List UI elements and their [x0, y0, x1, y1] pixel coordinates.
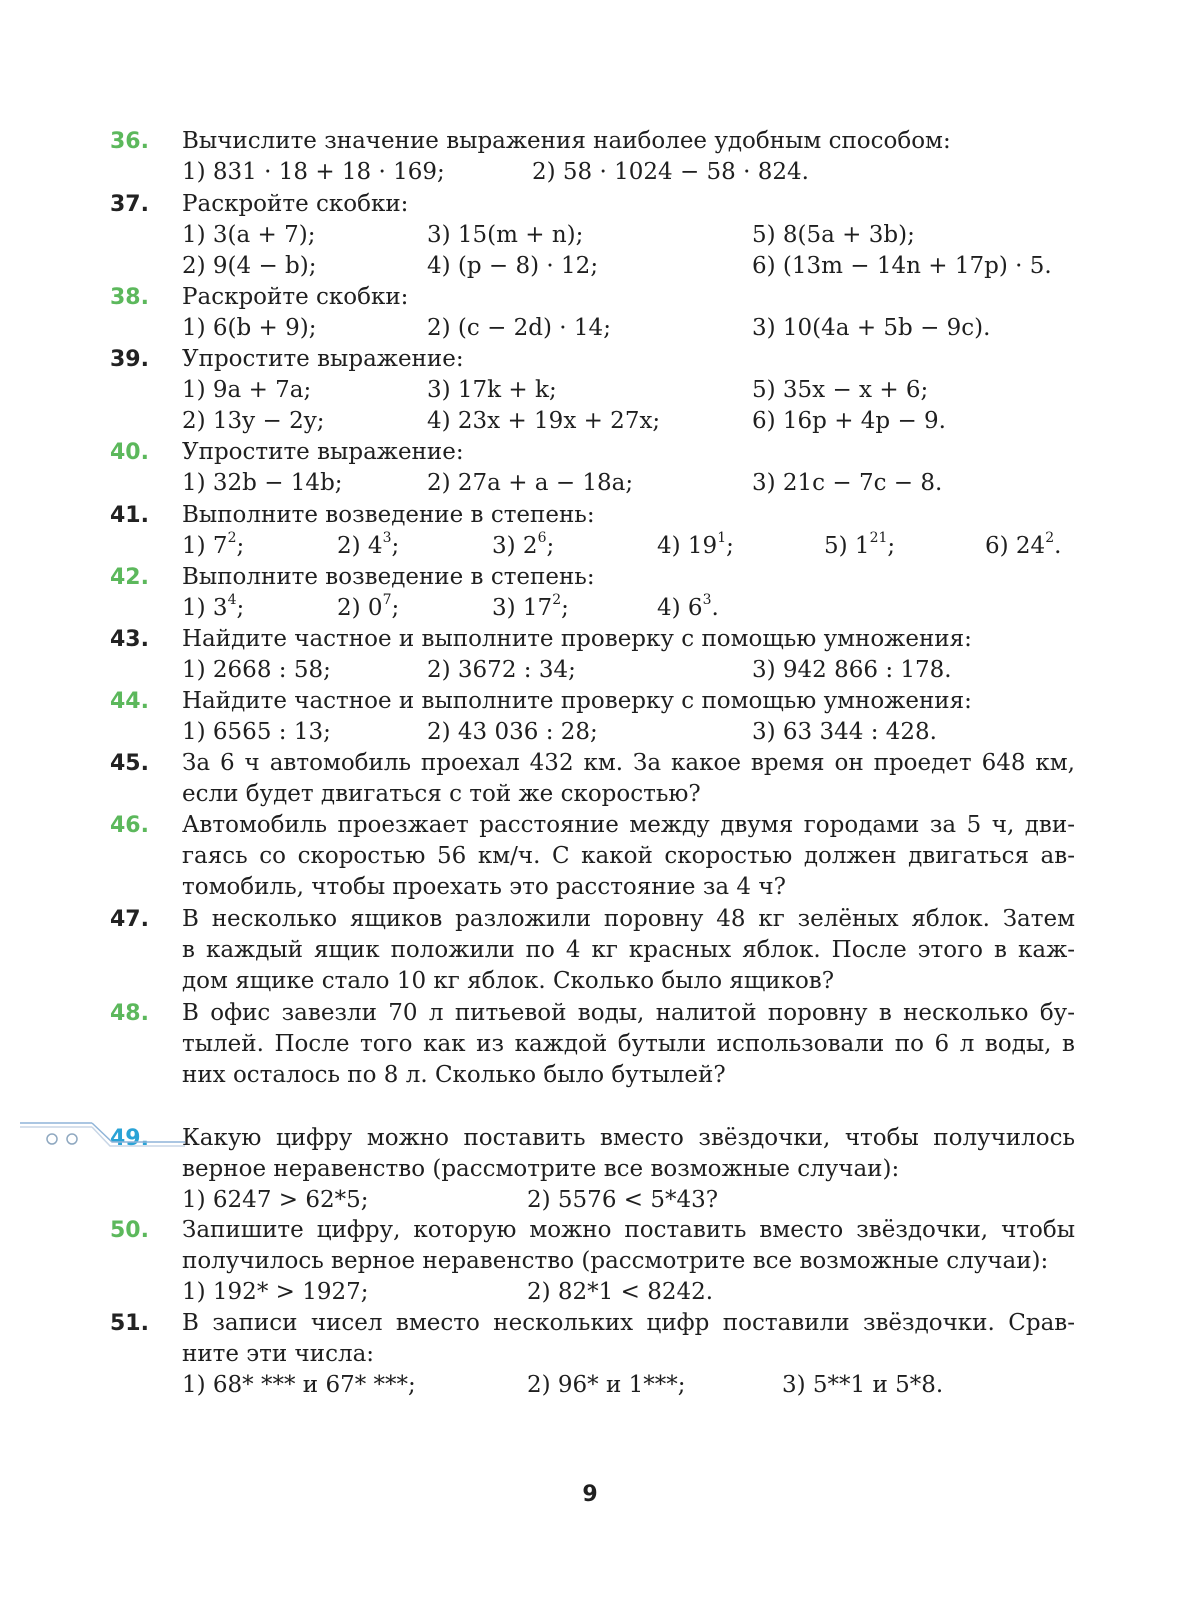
subproblem: 3) 63 344 : 428. — [752, 719, 937, 745]
problem-body — [182, 1215, 1075, 1308]
problem-body — [182, 1123, 1075, 1216]
problem-body — [182, 998, 1075, 1091]
answer-row — [182, 1277, 1075, 1308]
problem-body — [182, 189, 1075, 282]
problem-statement-line: Упростите выражение: — [182, 346, 464, 372]
subproblem: 2) 43 036 : 28; — [427, 719, 598, 745]
problem-statement-line: ните эти числа: — [182, 1341, 375, 1367]
problem-number: 38. — [110, 285, 149, 310]
problem-number: 51. — [110, 1311, 149, 1336]
exponent: 2 — [552, 592, 562, 609]
problem-body — [182, 562, 1075, 624]
subproblem: 6) 16p + 4p − 9. — [752, 408, 946, 434]
subproblem: 2) 82*1 < 8242. — [527, 1279, 714, 1305]
problem-number: 50. — [110, 1218, 149, 1243]
subproblem: 1) $3^4$; — [182, 592, 245, 621]
subproblem: 1) 831 · 18 + 18 · 169; — [182, 159, 445, 185]
exponent: 21 — [869, 530, 888, 547]
problem-statement-line: них осталось по 8 л. Сколько было бутылей? — [182, 1062, 726, 1088]
subproblem: 1) 2668 : 58; — [182, 657, 331, 683]
problem-number: 46. — [110, 813, 149, 838]
subproblem: 3) $2^6$; — [492, 530, 555, 559]
exponent: 7 — [382, 592, 392, 609]
problem-statement-line: получилось верное неравенство (рассмотрите все возможные случаи): — [182, 1248, 1049, 1274]
subproblem: 2) 9(4 − b); — [182, 253, 317, 279]
exponent: 6 — [537, 530, 547, 547]
answer-row — [182, 313, 1075, 344]
problem-statement-line: Выполните возведение в степень: — [182, 502, 595, 528]
answer-row — [182, 220, 1075, 251]
subproblem: 1) 68* *** и 67* ***; — [182, 1372, 416, 1398]
problem-statement-line: В записи чисел вместо нескольких цифр поставили звёздочки. Срав- — [182, 1310, 1075, 1336]
problem-statement-line: Выполните возведение в степень: — [182, 564, 595, 590]
subproblem: 4) $19^1$; — [657, 530, 734, 559]
problem-body — [182, 500, 1075, 562]
problem-statement-line: Раскройте скобки: — [182, 284, 409, 310]
exponent: 3 — [702, 592, 712, 609]
problem-number: 37. — [110, 192, 149, 217]
subproblem: 3) 10(4a + 5b − 9c). — [752, 315, 991, 341]
problem-statement-line: гаясь со скоростью 56 км/ч. С какой скоростью должен двигаться ав- — [182, 843, 1075, 869]
subproblem: 3) 21c − 7c − 8. — [752, 470, 943, 496]
problem-statement-line: Найдите частное и выполните проверку с помощью умножения: — [182, 626, 972, 652]
problem-number: 39. — [110, 347, 149, 372]
problem-number: 44. — [110, 689, 149, 714]
problem-number: 40. — [110, 440, 149, 465]
problem-statement-line: Автомобиль проезжает расстояние между двумя городами за 5 ч, дви- — [182, 812, 1075, 838]
problem-body — [182, 810, 1075, 903]
subproblem: 1) 192* > 1927; — [182, 1279, 369, 1305]
problem-number: 43. — [110, 627, 149, 652]
answer-row — [182, 1370, 1075, 1401]
subproblem: 5) 8(5a + 3b); — [752, 222, 915, 248]
problem-statement-line: Найдите частное и выполните проверку с помощью умножения: — [182, 688, 972, 714]
answer-row — [182, 531, 1075, 562]
problem-body — [182, 686, 1075, 748]
problem-statement-line: верное неравенство (рассмотрите все возможные случаи): — [182, 1156, 900, 1182]
answer-row — [182, 655, 1075, 686]
problem-statement-line: В офис завезли 70 л питьевой воды, налитой поровну в несколько бу- — [182, 1000, 1075, 1026]
subproblem: 6) $24^2$. — [985, 530, 1062, 559]
problem-number: 36. — [110, 129, 149, 154]
problem-statement-line: в каждый ящик положили по 4 кг красных яблок. После этого в каж- — [182, 937, 1075, 963]
answer-row — [182, 406, 1075, 437]
problem-body — [182, 624, 1075, 686]
subproblem: 2) 3672 : 34; — [427, 657, 576, 683]
answer-row — [182, 251, 1075, 282]
problem-body — [182, 748, 1075, 810]
subproblem: 4) 23x + 19x + 27x; — [427, 408, 661, 434]
problem-statement-line: тылей. После того как из каждой бутыли использовали по 6 л воды, в — [182, 1031, 1075, 1057]
subproblem: 2) 58 · 1024 − 58 · 824. — [532, 159, 809, 185]
subproblem: 2) 5576 < 5*43? — [527, 1187, 719, 1213]
problem-statement-line: томобиль, чтобы проехать это расстояние за 4 ч? — [182, 874, 786, 900]
problem-number: 42. — [110, 565, 149, 590]
subproblem: 2) (c − 2d) · 14; — [427, 315, 611, 341]
subproblem: 5) $1^{21}$; — [824, 530, 896, 559]
problem-statement-line: Упростите выражение: — [182, 439, 464, 465]
subproblem: 3) $17^2$; — [492, 592, 569, 621]
answer-row — [182, 375, 1075, 406]
problem-body — [182, 344, 1075, 437]
exponent: 2 — [227, 530, 237, 547]
subproblem: 2) 27a + a − 18a; — [427, 470, 634, 496]
exponent: 1 — [717, 530, 727, 547]
problem-number: 49. — [110, 1126, 149, 1151]
subproblem: 3) 15(m + n); — [427, 222, 584, 248]
problem-body — [182, 126, 1075, 188]
answer-row — [182, 593, 1075, 624]
problem-body — [182, 437, 1075, 499]
problem-statement-line: В несколько ящиков разложили поровну 48 кг зелёных яблок. Затем — [182, 906, 1075, 932]
problem-number: 48. — [110, 1001, 149, 1026]
subproblem: 4) (p − 8) · 12; — [427, 253, 599, 279]
problem-statement-line: если будет двигаться с той же скоростью? — [182, 781, 701, 807]
problem-statement-line: Вычислите значение выражения наиболее удобным способом: — [182, 128, 951, 154]
subproblem: 1) 6(b + 9); — [182, 315, 317, 341]
problem-statement-line: дом ящике стало 10 кг яблок. Сколько было ящиков? — [182, 968, 835, 994]
exponent: 2 — [1045, 530, 1055, 547]
answer-row — [182, 157, 1075, 188]
subproblem: 4) $6^3$. — [657, 592, 719, 621]
answer-row — [182, 468, 1075, 499]
subproblem: 3) 5**1 и 5*8. — [782, 1372, 944, 1398]
subproblem: 3) 942 866 : 178. — [752, 657, 952, 683]
subproblem: 1) 9a + 7a; — [182, 377, 312, 403]
subproblem: 1) 6247 > 62*5; — [182, 1187, 369, 1213]
exponent: 4 — [227, 592, 237, 609]
subproblem: 1) 32b − 14b; — [182, 470, 343, 496]
problem-number: 45. — [110, 751, 149, 776]
page-number: 9 — [582, 1482, 598, 1507]
problem-statement-line: За 6 ч автомобиль проехал 432 км. За какое время он проедет 648 км, — [182, 750, 1075, 776]
problem-number: 47. — [110, 907, 149, 932]
answer-row — [182, 1185, 1075, 1216]
problem-body — [182, 282, 1075, 344]
subproblem: 2) 13y − 2y; — [182, 408, 325, 434]
problem-statement-line: Раскройте скобки: — [182, 191, 409, 217]
section-divider-icon — [20, 1122, 185, 1158]
problem-statement-line: Запишите цифру, которую можно поставить вместо звёздочки, чтобы — [182, 1217, 1075, 1243]
subproblem: 1) $7^2$; — [182, 530, 245, 559]
subproblem: 6) (13m − 14n + 17p) · 5. — [752, 253, 1052, 279]
subproblem: 1) 6565 : 13; — [182, 719, 331, 745]
subproblem: 1) 3(a + 7); — [182, 222, 316, 248]
answer-row — [182, 717, 1075, 748]
subproblem: 3) 17k + k; — [427, 377, 557, 403]
exponent: 3 — [382, 530, 392, 547]
subproblem: 5) 35x − x + 6; — [752, 377, 929, 403]
subproblem: 2) 96* и 1***; — [527, 1372, 686, 1398]
subproblem: 2) $0^7$; — [337, 592, 400, 621]
problem-number: 41. — [110, 503, 149, 528]
problem-statement-line: Какую цифру можно поставить вместо звёздочки, чтобы получилось — [182, 1125, 1075, 1151]
problem-body — [182, 904, 1075, 997]
problem-body — [182, 1308, 1075, 1401]
subproblem: 2) $4^3$; — [337, 530, 400, 559]
